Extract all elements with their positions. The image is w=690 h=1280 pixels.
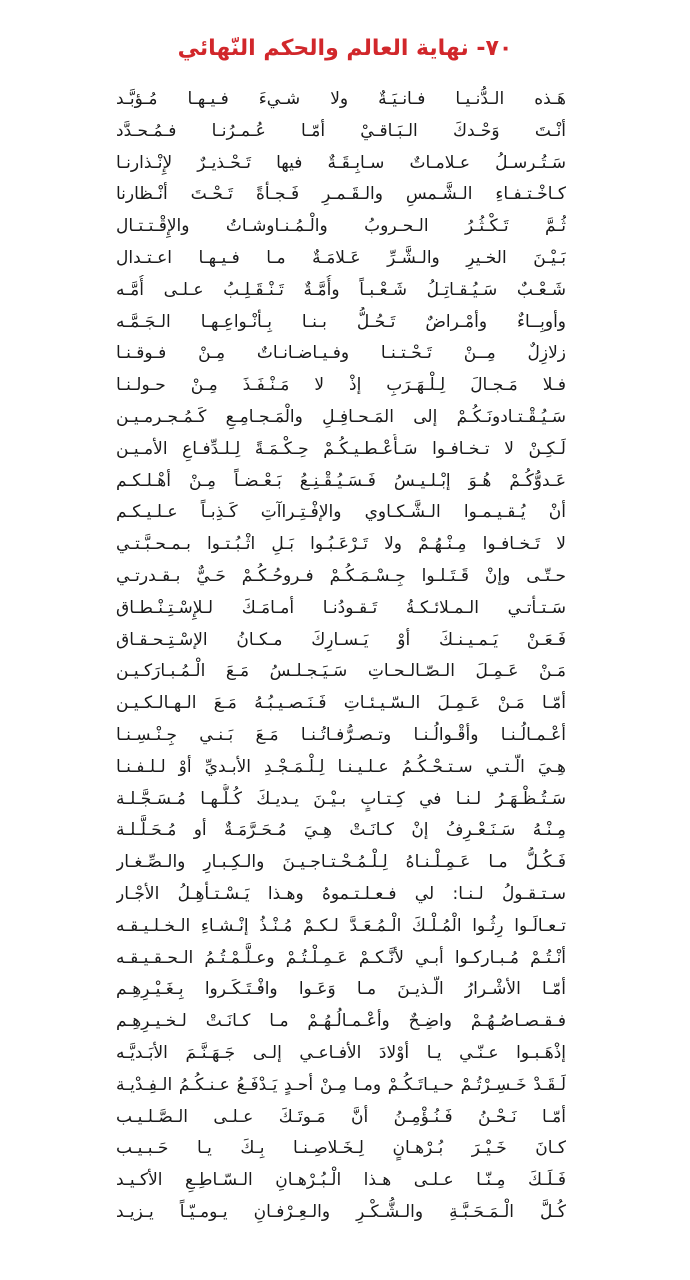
poem-line: أمّـا الأشْـرارُ الّـذيـنَ مـا وَعَـوا وافْـتَـكَـروا بِـغَـيْـرِهِـم (116, 979, 566, 1000)
poem-line: فـقـصـاصُـهُـمْ واضِـحٌ وأعْـمـالُـهُـمْ مـا كـانَـتْ لـخـيـرِهِـم (116, 1011, 566, 1032)
poem-line: هَـذه الـدُّنـيـا فـانـيَـةٌ ولا شـيءَ فـيـهـا مُـؤبَّـد (116, 89, 566, 109)
poem-line: سَـتُـرسـلُ عـلامـاتٌ سـابِـقَـةٌ فيها تَـحْـذيـرٌ لإِنْـذارنـا (116, 152, 566, 173)
poem-line: أمّـا مَـنْ عَـمِـلَ الـسّـيـئـاتِ فَـنَـصـيـبُـهُ مَـعَ الـهـالـكـيـن (116, 693, 566, 714)
poem-line: لَـكِـنْ لا تـخـافـوا سَـأُعْـطـيـكُـمْ حِـكْـمَـةً لِـلـدِّفـاعِ الأمـيـن (116, 438, 566, 459)
poem-line: فَـلَـكَ مِـنّـا عـلـى هـذا الْـبُـرْهـانِ الـسّـاطِـعِ الأكـيـد (116, 1170, 566, 1191)
poem-line: أنْـتُـمْ مُـبـاركـوا أبـي لأنَّـكـمْ عَـمِـلْـتُـمْ وعـلَّـمْـتُـمُ الـحـقـيـقـه (116, 947, 566, 968)
poem-line: بَـيْـنَ الخـيرِ والـشَّـرِّ عَـلامَـةٌ مـا فـيـهـا اعـتـدال (116, 247, 566, 268)
poem-line: كـانَ خَـيْـرَ بُـرْهـانٍ لِـخَـلاصِـنـا بِـكَ يـا حَـبـيـب (116, 1138, 566, 1159)
poem-line: زلازِلٌ مِــنْ تَـحْـتـنـا وفـيـاضـانـاتٌ مِـنْ فـوقـنـا (116, 343, 566, 364)
poem-line: كُـلَّ الْـمَـحَـبَّـةِ والـشُّـكْـرِ والـعِـرْفـانِ يـومـيّـاً يـزيـد (116, 1201, 566, 1222)
poem-line: إذْهَـبـوا عـنّـي يـا أوْلادَ الأفـاعـي إلـى جَـهَـنَّـمَ الأبَـديَّـه (116, 1042, 566, 1063)
poem-line: سَـيُـقْـتـادونَـكُـمْ إلى المَـحـافِـلِ والْمَـجـامِـعِ كَـمُـجـرمـيـن (116, 406, 566, 427)
poem-line: لَـقَـدْ خَـسِـرْتُـمْ حـيـاتَـكُـمْ ومـا مِـنْ أحـدٍ يَـدْفَـعُ عـنـكُـمُ الـفِـدْيـة (116, 1074, 566, 1095)
poem-body (116, 84, 566, 1229)
poem-line: أمّـا نَـحْـنُ فَـنُـؤْمِـنُ أنَّ مَـوتَـكَ عـلـى الـصَّـلـيـب (116, 1106, 566, 1127)
poem-line: أنْـتَ وَحْـدكَ الـبَـاقـيْ أمّـا عُـمـرُنـا فـمُـحـدَّد (116, 120, 566, 141)
poem-line: فـلا مَـجـالَ لِـلْـهَـرَبِ إذْ لا مَـنْـفَـذَ مِـنْ حـولـنـا (116, 375, 566, 396)
poem-line: مَـنْ عَـمِـلَ الـصّـالـحـاتِ سَـيَـجـلـسُ مَـعَ الْـمُـبـارَكـيـن (116, 661, 566, 682)
poem-line: عَـدوُّكُـمْ هُـوَ إبْـلـيـسُ فَـسَـيُـقْـنِـعُ بَـعْـضـاً مِـنْ أهْـلـكـم (116, 470, 566, 491)
poem-line: سَـتُـظْـهَـرُ لـنـا في كِـتـابٍ بـيْـنَ يـديـكَ كُـلُّـهـا مُـسَـجَّـلـة (116, 788, 566, 809)
poem-line: ثُـمَّ تَـكْـثُـرُ الـحـروبُ والْـمُـنـاوشـاتُ والإِقْـتـتـال (116, 216, 566, 237)
poem-line: شَـعْـبٌ سَـيُـقـاتِـلُ شَـعْـبـاً وأُمَّـةٌ تَـنْـقَـلِـبُ عـلـى أُمَّـه (116, 279, 566, 300)
poem-line: لا تَـخـافـوا مِـنْـهُـمْ ولا تَـرْعَـبُـوا بَـلِ اثْـبُـتـوا بـمـحـبَّـتـي (116, 534, 566, 555)
poem-line: أعْـمـالُـنـا وأقْـوالُـنـا وتـصـرُّفـاتُـنـا مَـعَ بَـنـي جِـنْـسِـنـا (116, 724, 566, 745)
poem-line: تـعـالَـوا رِثُـوا الْمُـلْـكَ الْـمُـعَـدَّ لـكـمْ مُـنْـذُ إنْـشـاءِ الـخـلـيـقـه (116, 915, 566, 936)
poem-line: حـتّـى وإنْ قَـتَـلـوا جِـسْـمَـكُـمْ فـروحُـكُـمْ حَـيٌّ بـقـدرتـي (116, 565, 566, 586)
poem-line: وأوبِــاءٌ وأمْـراضٌ تَـحُـلُّ بـنـا بِـأنْـواعِـهـا الـجَـمَّـه (116, 311, 566, 332)
poem-line: كـاخْـتـفـاءِ الـشَّـمسِ والـقَـمـرِ فَـجـأةً تَـحْـتَ أنْـظارنا (116, 184, 566, 205)
poem-line: سَـتـأتـي الـمـلائـكـةُ تَـقـودُنـا أمـامَـكَ لـلإِسْـتِـنْـطـاق (116, 597, 566, 618)
poem-line: هِـيَ الّـتـي سـتـحْـكُـمُ عـلـيـنـا لِـلْـمَـجْـدِ الأبـديِّ أوْ لـلـفـنـا (116, 756, 566, 777)
poem-line: سـتـقـولُ لـنـا: لي فـعـلـتـموهُ وهـذا يَـسْـتـأهِـلُ الأجْـار (116, 883, 566, 904)
poem-line: فَـكُـلُّ مـا عَـمِـلْـنـاهُ لِـلْـمُـحْـتـاجـيـنَ والـكِـبـارِ والـصِّـغـار (116, 852, 566, 873)
poem-line: أنْ يُـقـيـمـوا الـشَّـكـاوي والإفْـتِـراآتِ كَـذِبـاً عـلـيـكـم (116, 502, 566, 523)
poem-line: فَـعَـنْ يَـمـيـنـكَ أوْ يَـسـارِكَ مـكـانُ الإسْـتِـحـقـاق (116, 629, 566, 650)
poem-line: مِـنْـهُ سَـنَـعْـرِفُ إنْ كـانَـتْ هِـيَ مُـحَـرَّمَـةٌ أو مُـحَـلَّـلـة (116, 820, 566, 841)
page-title: ٧٠- نهاية العالم والحكم النّهائي (177, 36, 513, 61)
